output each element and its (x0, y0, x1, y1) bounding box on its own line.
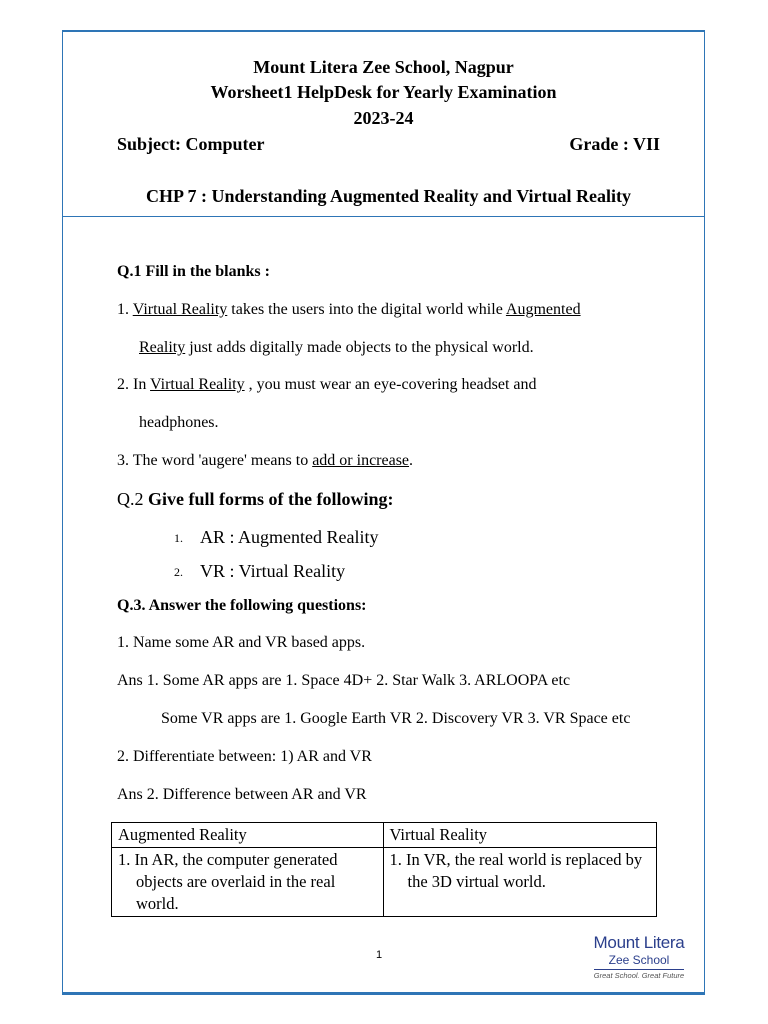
q1-heading: Q.1 Fill in the blanks : (117, 263, 270, 280)
q1-item1-suffix: just adds digitally made objects to the physical world. (185, 339, 534, 356)
q3-answer1-ar: Ans 1. Some AR apps are 1. Space 4D+ 2. Star Walk 3. ARLOOPA etc (117, 672, 571, 689)
table-cell-ar-text: 1. In AR, the computer generated objects are overlaid in the real world. (118, 850, 338, 913)
logo-subtitle: Zee School (608, 953, 670, 967)
q1-item1-line1 (117, 301, 581, 319)
q1-item2-suffix: , you must wear an eye-covering headset and (244, 376, 537, 393)
q1-item3-prefix: 3. The word 'augere' means to (117, 452, 313, 469)
q1-item3-suffix: . (409, 452, 414, 469)
q1-item2-line2: headphones. (139, 414, 219, 431)
logo-title: Mount Litera (593, 933, 685, 952)
logo-divider (594, 969, 684, 970)
q2-label: Q.2 (117, 489, 148, 509)
q1-item1-answer2b: Reality (139, 339, 186, 356)
q1-item2-answer: Virtual Reality (150, 376, 245, 393)
q1-item1-answer2a: Augmented (505, 301, 581, 318)
table-cell-vr-text: 1. In VR, the real world is replaced by the 3D virtual world. (389, 850, 643, 891)
page-number: 1 (376, 949, 383, 961)
academic-year: 2023-24 (353, 108, 414, 128)
q3-answer2: Ans 2. Difference between AR and VR (117, 786, 367, 803)
q2-item-1-number: 1. (174, 531, 183, 546)
grade-label: Grade : VII (569, 134, 660, 154)
q3-question2: 2. Differentiate between: 1) AR and VR (117, 748, 372, 765)
q3-answer1-vr: Some VR apps are 1. Google Earth VR 2. Discovery VR 3. VR Space etc (161, 710, 631, 727)
q1-item3 (117, 452, 413, 470)
q2-heading-text: Give full forms of the following: (148, 489, 394, 509)
q1-item1-answer1: Virtual Reality (132, 301, 228, 318)
q2-item-1 (174, 527, 378, 548)
school-logo (589, 933, 689, 980)
q1-item2-prefix: 2. In (117, 376, 151, 393)
worksheet-title: Worsheet1 HelpDesk for Yearly Examination (210, 82, 557, 102)
chapter-title: CHP 7 : Understanding Augmented Reality and Virtual Reality (146, 186, 632, 206)
table-row (112, 848, 657, 917)
q1-item2-line1 (117, 376, 537, 394)
q2-item-2-number: 2. (174, 565, 183, 580)
q2-item-2 (174, 561, 345, 582)
logo-tagline: Great School. Great Future (593, 971, 685, 980)
subject-label: Subject: Computer (117, 134, 265, 154)
q2-item-1-text: AR : Augmented Reality (200, 527, 379, 547)
q3-question1: 1. Name some AR and VR based apps. (117, 634, 366, 651)
table-header-vr: Virtual Reality (383, 823, 657, 848)
ar-vr-difference-table (111, 822, 657, 917)
q1-item3-answer: add or increase (312, 452, 410, 469)
q1-item1-middle: takes the users into the digital world while (227, 301, 506, 318)
table-cell-ar (112, 848, 384, 917)
q2-heading (117, 489, 393, 510)
header-divider (62, 216, 705, 217)
q3-heading: Q.3. Answer the following questions: (117, 597, 367, 614)
table-header-ar: Augmented Reality (112, 823, 384, 848)
school-name: Mount Litera Zee School, Nagpur (253, 57, 514, 77)
table-cell-vr (383, 848, 657, 917)
q2-item-2-text: VR : Virtual Reality (200, 561, 346, 581)
table-header-row (112, 823, 657, 848)
q1-item1-line2 (139, 339, 534, 357)
q1-item1-prefix: 1. (117, 301, 133, 318)
